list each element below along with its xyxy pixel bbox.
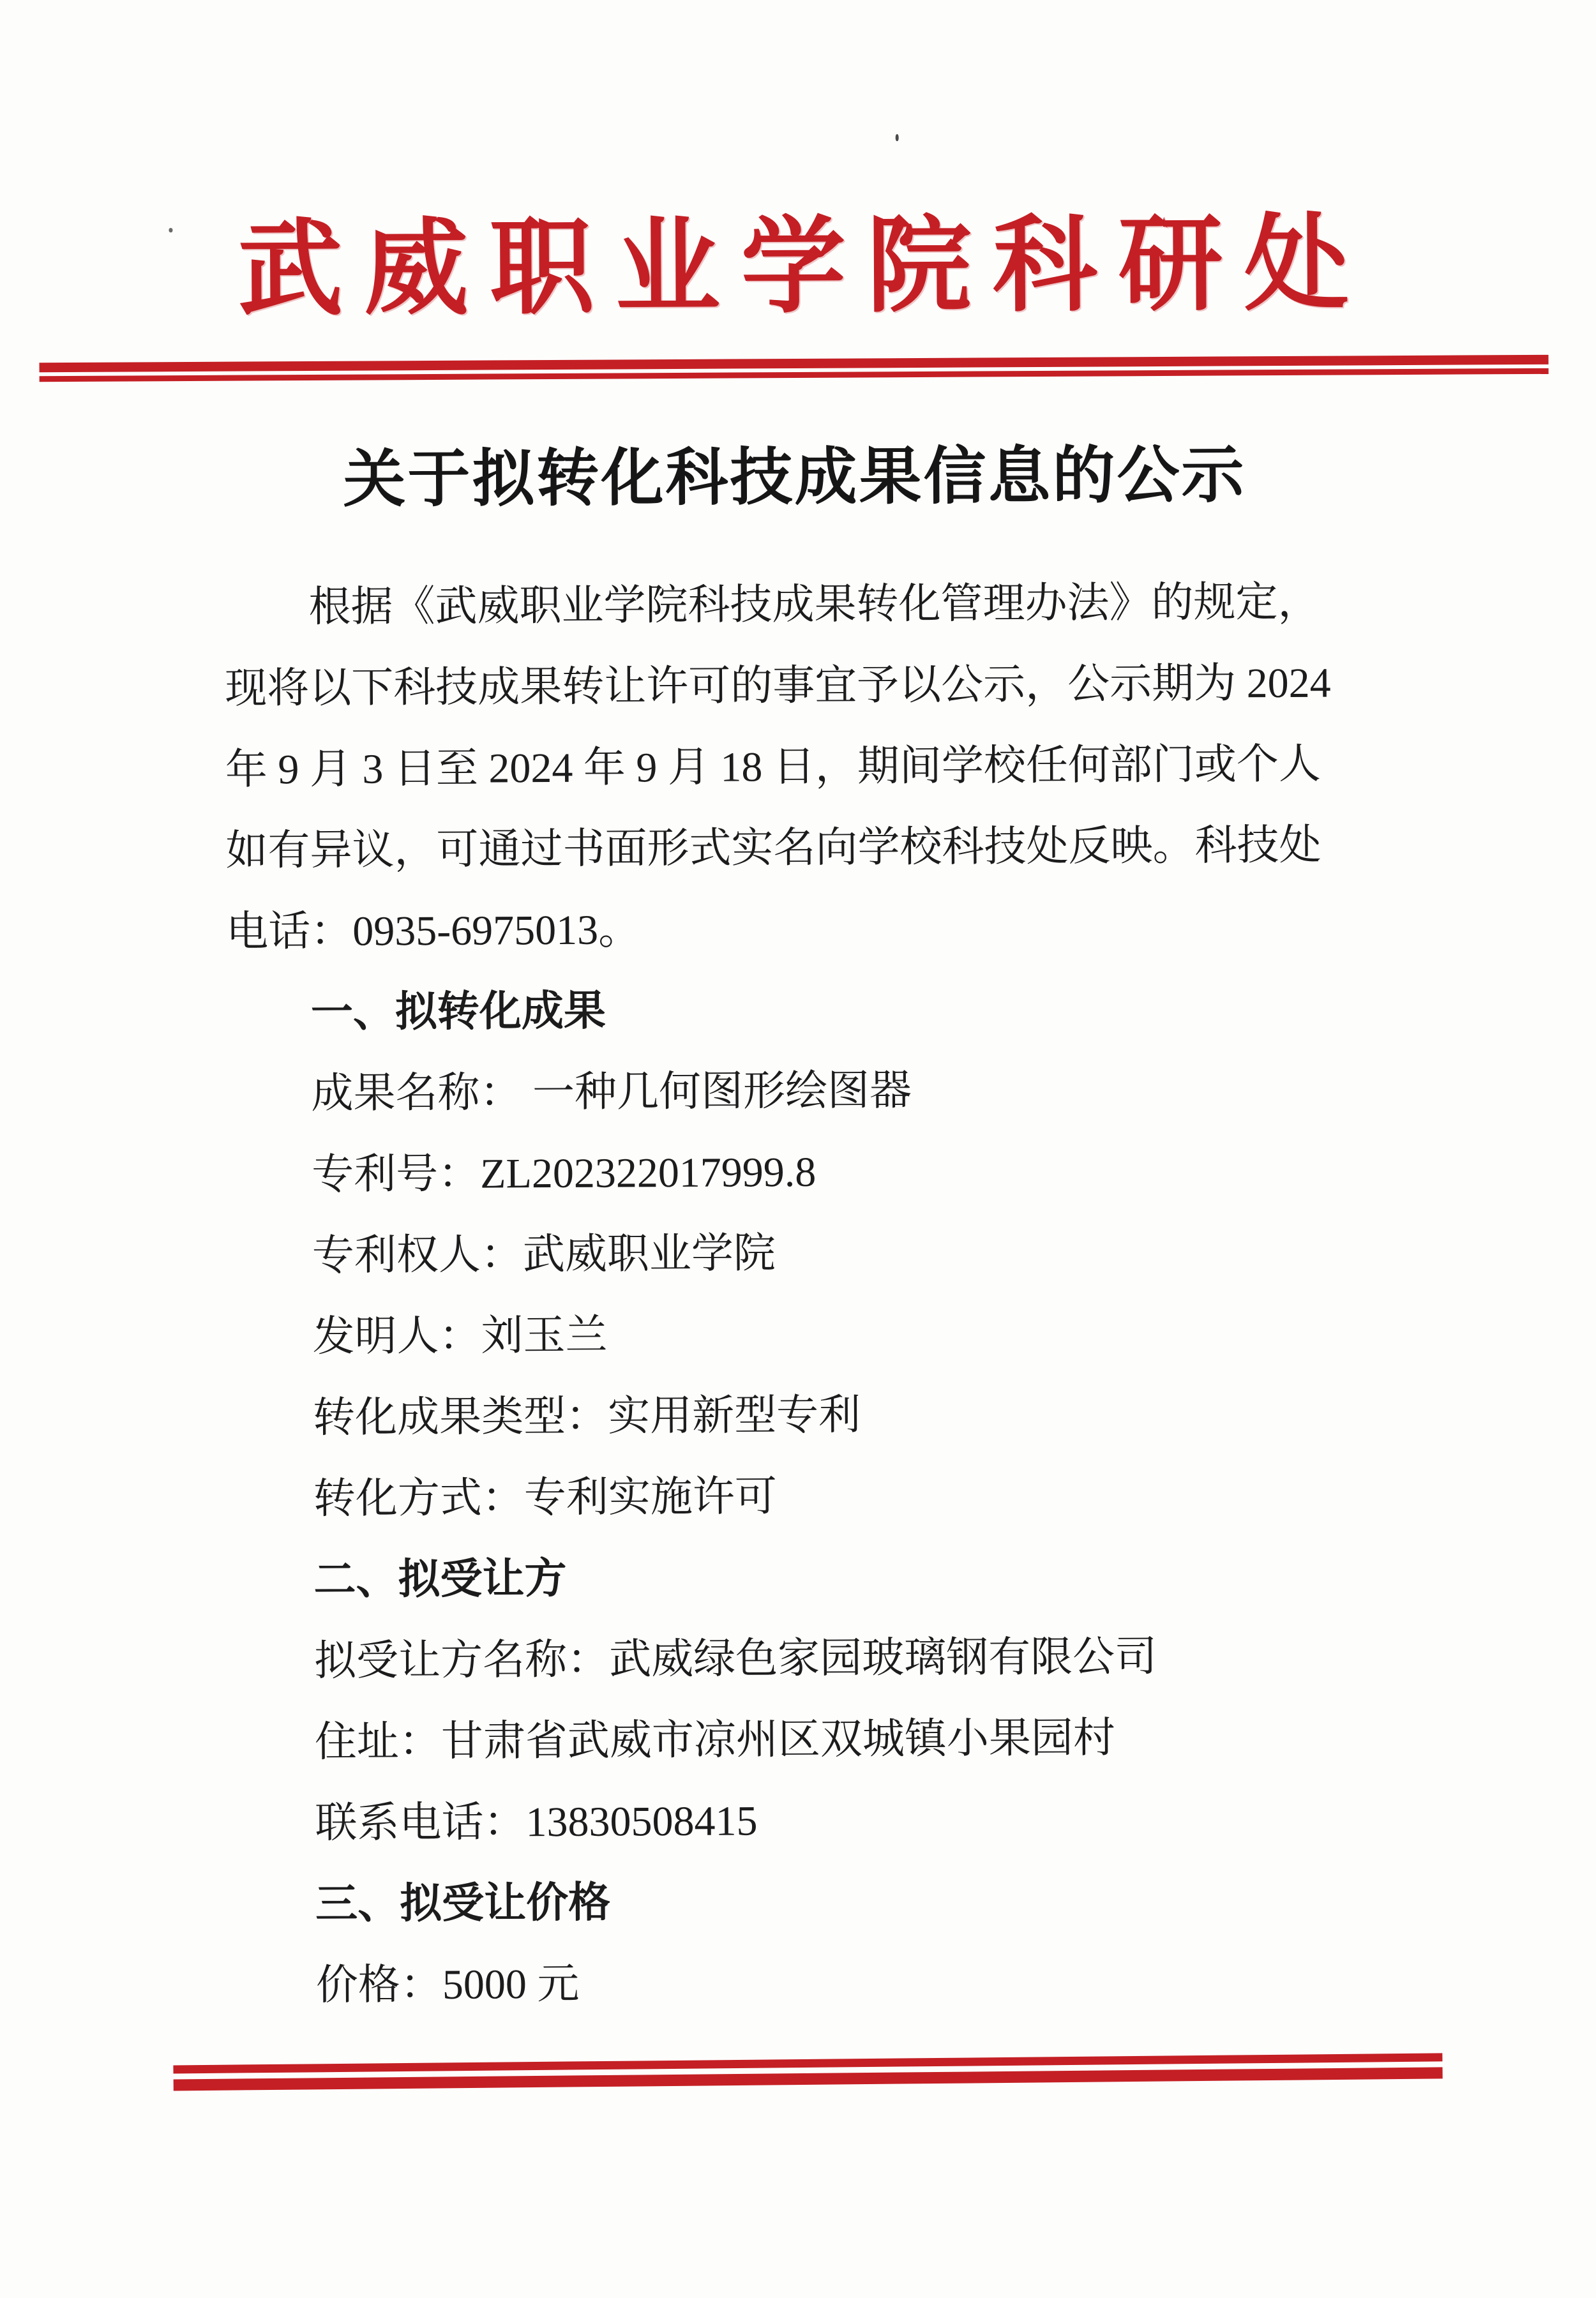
document-body — [224, 561, 1387, 2026]
header-divider — [40, 355, 1549, 382]
section-2-heading: 二、拟受让方 — [313, 1555, 567, 1603]
field-transfer-mode: 转化方式：专利实施许可 — [313, 1473, 778, 1522]
intro-line: 如有异议，可通过书面形式实名向学校科技处反映。科技处 — [225, 822, 1321, 875]
scan-speck — [896, 134, 899, 141]
intro-line: 年 9 月 3 日至 2024 年 9 月 18 日，期间学校任何部门或个人 — [225, 740, 1321, 793]
intro-line-phone: 电话：0935-6975013。 — [226, 906, 641, 956]
section-3-heading: 三、拟受让价格 — [315, 1879, 611, 1928]
document-title: 关于拟转化科技成果信息的公示 — [343, 441, 1246, 515]
section-1-heading: 一、拟转化成果 — [310, 988, 606, 1036]
field-result-type: 转化成果类型：实用新型专利 — [313, 1392, 861, 1441]
field-patentee: 专利权人：武威职业学院 — [312, 1230, 776, 1279]
intro-line: 现将以下科技成果转让许可的事宜予以公示，公示期为 2024 — [225, 659, 1331, 712]
field-address: 住址：甘肃省武威市凉州区双城镇小果园村 — [314, 1715, 1116, 1766]
field-transferee-name: 拟受让方名称：武威绿色家园玻璃钢有限公司 — [314, 1633, 1157, 1685]
intro-line: 根据《武威职业学院科技成果转化管理办法》的规定， — [308, 578, 1320, 631]
agency-header: 武威职业学院科研处 — [237, 207, 1371, 329]
field-contact-phone: 联系电话：13830508415 — [315, 1798, 758, 1847]
footer-divider — [173, 2053, 1442, 2091]
field-price: 价格：5000 元 — [315, 1960, 580, 2009]
field-result-name: 成果名称： 一种几何图形绘图器 — [311, 1067, 912, 1117]
field-patent-number: 专利号：ZL202322017999.8 — [312, 1148, 817, 1198]
field-inventor: 发明人：刘玉兰 — [312, 1312, 608, 1360]
